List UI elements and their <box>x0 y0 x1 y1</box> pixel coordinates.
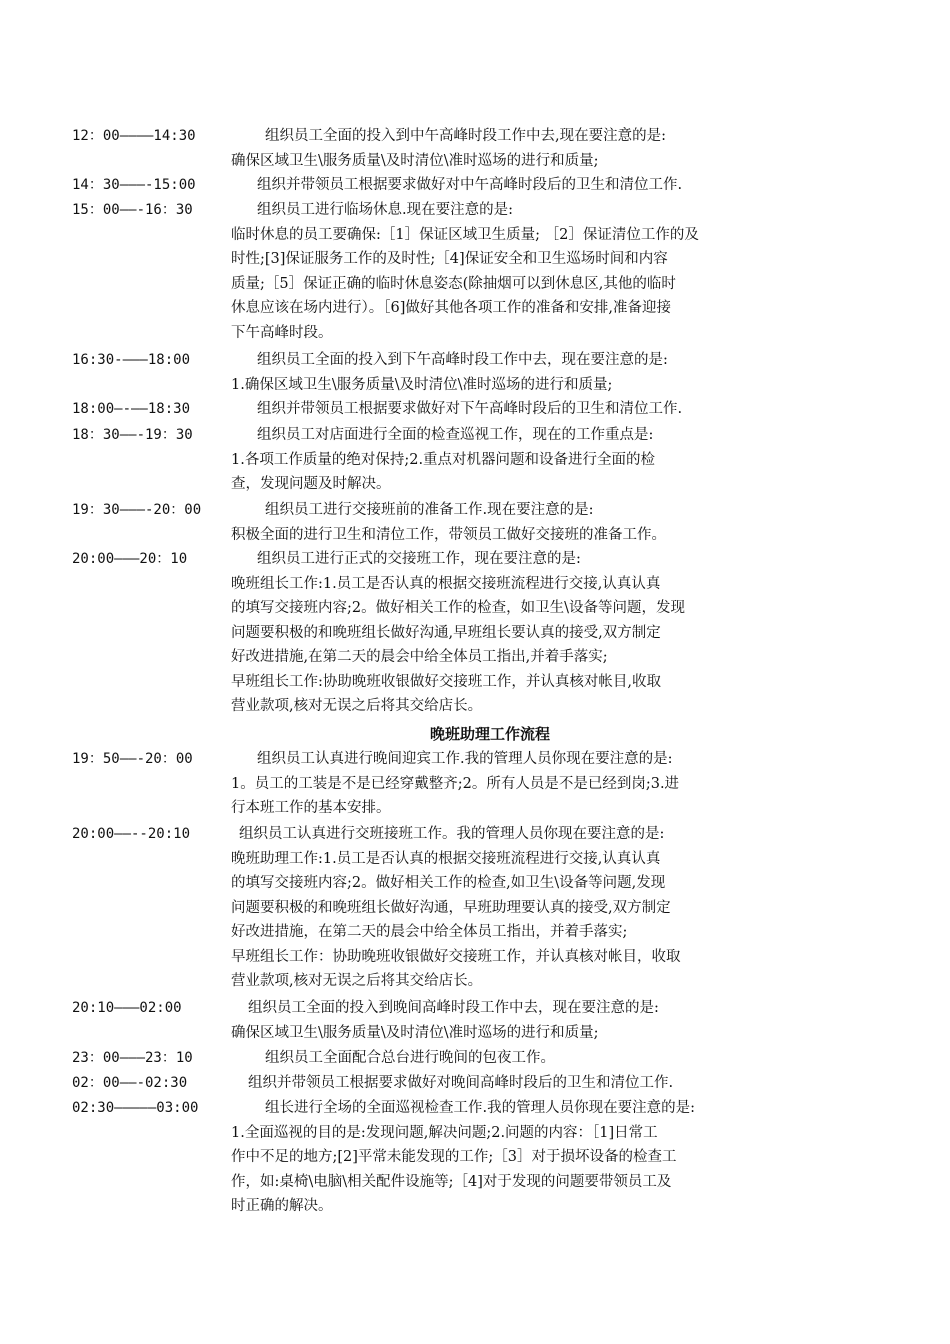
entry-line: 质量;［5］保证正确的临时休息姿态(除抽烟可以到休息区,其他的临时 <box>231 275 676 292</box>
entry-line: 休息应该在场内进行）。［6]做好其他各项工作的准备和安排,准备迎接 <box>231 300 671 316</box>
entry-intro: 组织员工全面的投入到中午高峰时段工作中去,现在要注意的是: <box>265 128 666 144</box>
entry-line: 1。员工的工装是不是已经穿戴整齐;2。所有人员是不是已经到岗;3.进 <box>231 775 680 792</box>
entry-intro: 组织员工认真进行交班接班工作。我的管理人员你现在要注意的是: <box>239 826 665 842</box>
entry-line: 问题要积极的和晚班组长做好沟通,早班组长要认真的接受,双方制定 <box>231 624 661 641</box>
entry-line: 时正确的解决。 <box>231 1198 333 1214</box>
time-range: 12：00————14:30 <box>72 128 196 144</box>
entry-line: 好改进措施，在第二天的晨会中给全体员工指出，并着手落实; <box>231 924 628 940</box>
entry-line: 好改进措施,在第二天的晨会中给全体员工指出,并着手落实; <box>231 649 608 665</box>
time-range: 18:00—-——18:30 <box>72 401 191 417</box>
entry-intro: 组织员工认真进行晚间迎宾工作.我的管理人员你现在要注意的是: <box>257 751 673 767</box>
entry-line: 作，如:桌椅\电脑\相关配件设施等;［4]对于发现的问题要带领员工及 <box>231 1173 672 1190</box>
entry-intro: 组织并带领员工根据要求做好对中午高峰时段后的卫生和清位工作. <box>257 177 683 193</box>
entry-line: 晚班助理工作:1.员工是否认真的根据交接班流程进行交接,认真认真 <box>231 850 661 867</box>
entry-line: 时性;[3]保证服务工作的及时性;［4]保证安全和卫生巡场时间和内容 <box>231 251 668 267</box>
entry-intro: 组织员工进行正式的交接班工作，现在要注意的是: <box>257 551 581 567</box>
entry-line: 早班组长工作:协助晚班收银做好交接班工作，并认真核对帐目,收取 <box>231 673 661 690</box>
entry-line: 的填写交接班内容;2。做好相关工作的检查,如卫生\设备等问题,发现 <box>231 875 666 891</box>
time-range: 16:30-———18:00 <box>72 352 191 368</box>
entry-line: 1.全面巡视的目的是:发现问题,解决问题;2.问题的内容：［1]日常工 <box>231 1124 658 1141</box>
entry-intro: 组织并带领员工根据要求做好对下午高峰时段后的卫生和清位工作. <box>257 401 683 417</box>
time-range: 02:30—————03:00 <box>72 1100 199 1116</box>
entry-line: 早班组长工作：协助晚班收银做好交接班工作，并认真核对帐目，收取 <box>231 948 681 965</box>
entry-line: 确保区域卫生\服务质量\及时清位\准时巡场的进行和质量; <box>231 152 599 169</box>
time-range: 23：00———23：10 <box>72 1050 193 1066</box>
time-range: 20:00——--20:10 <box>72 826 191 842</box>
entry-line: 下午高峰时段。 <box>231 324 333 341</box>
entry-intro: 组织并带领员工根据要求做好对晚间高峰时段后的卫生和清位工作. <box>248 1075 674 1091</box>
entry-intro: 组织员工全面的投入到下午高峰时段工作中去，现在要注意的是: <box>257 352 668 368</box>
time-range: 20:00———20：10 <box>72 551 188 567</box>
entry-intro: 组织员工全面的投入到晚间高峰时段工作中去，现在要注意的是: <box>248 1000 659 1016</box>
section-heading: 晚班助理工作流程 <box>429 725 550 743</box>
entry-line: 作中不足的地方;[2]平常未能发现的工作;［3］对于损坏设备的检查工 <box>231 1149 677 1165</box>
entry-line: 1.各项工作质量的绝对保持;2.重点对机器问题和设备进行全面的检 <box>231 451 656 468</box>
entry-line: 确保区域卫生\服务质量\及时清位\准时巡场的进行和质量; <box>231 1024 599 1041</box>
time-range: 20:10———02:00 <box>72 1000 182 1016</box>
entry-intro: 组织员工进行临场休息.现在要注意的是: <box>257 202 513 218</box>
entry-line: 问题要积极的和晚班组长做好沟通，早班助理要认真的接受,双方制定 <box>231 899 671 916</box>
entry-intro: 组织员工进行交接班前的准备工作.现在要注意的是: <box>265 502 594 518</box>
time-range: 19：30———-20：00 <box>72 502 202 518</box>
entry-line: 积极全面的进行卫生和清位工作，带领员工做好交接班的准备工作。 <box>231 526 666 543</box>
entry-line: 1.确保区域卫生\服务质量\及时清位\准时巡场的进行和质量; <box>231 376 613 393</box>
time-range: 14：30———-15:00 <box>72 177 196 193</box>
entry-intro: 组织员工全面配合总台进行晚间的包夜工作。 <box>265 1050 555 1066</box>
entry-line: 营业款项,核对无误之后将其交给店长。 <box>231 973 483 989</box>
entry-line: 的填写交接班内容;2。做好相关工作的检查，如卫生\设备等问题，发现 <box>231 600 685 616</box>
entry-intro: 组长进行全场的全面巡视检查工作.我的管理人员你现在要注意的是: <box>265 1100 695 1116</box>
entry-line: 临时休息的员工要确保:［1］保证区域卫生质量; ［2］保证清位工作的及 <box>231 226 699 243</box>
entry-line: 查，发现问题及时解决。 <box>231 476 391 492</box>
entry-line: 行本班工作的基本安排。 <box>231 800 391 816</box>
time-range: 18：30——-19：30 <box>72 427 193 443</box>
time-range: 15：00——-16：30 <box>72 202 193 218</box>
entry-intro: 组织员工对店面进行全面的检查巡视工作，现在的工作重点是: <box>257 427 654 443</box>
time-range: 02：00——-02:30 <box>72 1075 188 1091</box>
entry-line: 营业款项,核对无误之后将其交给店长。 <box>231 698 483 714</box>
entry-line: 晚班组长工作:1.员工是否认真的根据交接班流程进行交接,认真认真 <box>231 575 661 592</box>
time-range: 19：50——-20：00 <box>72 751 193 767</box>
